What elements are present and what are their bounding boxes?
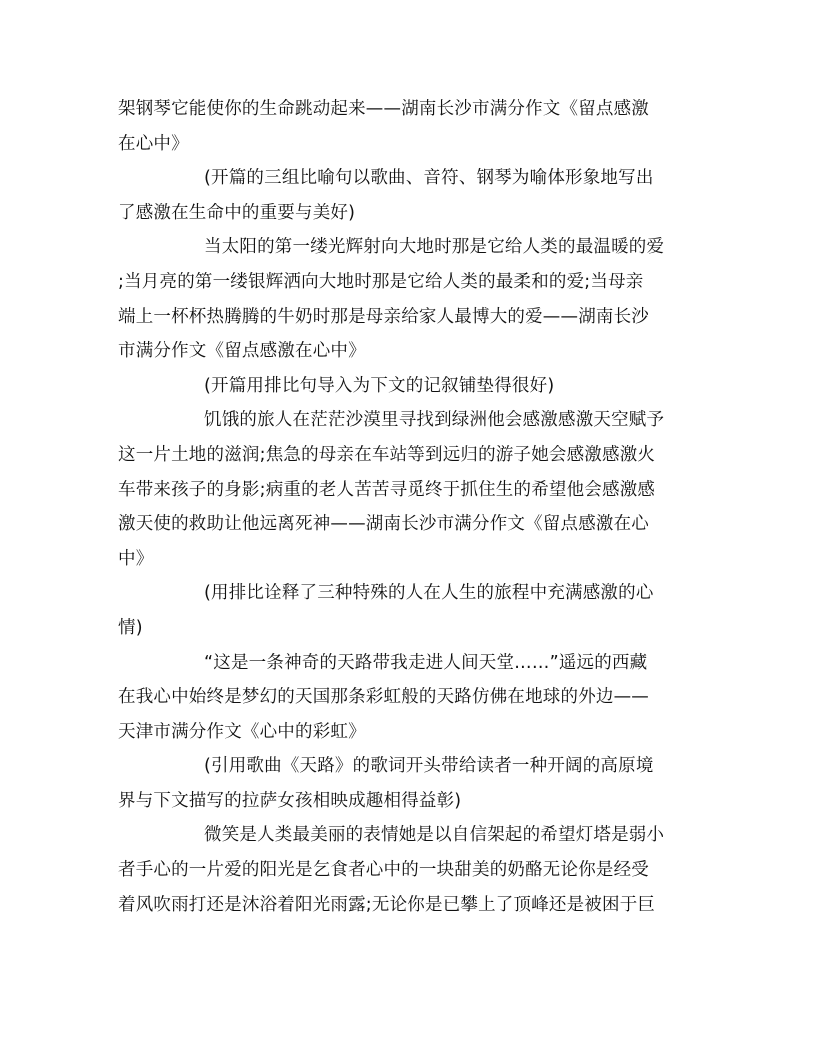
text-line: ;当月亮的第一缕银辉洒向大地时那是它给人类的最柔和的爱;当母亲 — [118, 271, 644, 292]
text-line: 在我心中始终是梦幻的天国那条彩虹般的天路仿佛在地球的外边—— — [118, 687, 649, 708]
text-line: (开篇用排比句导入为下文的记叙铺垫得很好) — [204, 375, 555, 396]
text-line: 这一片土地的滋润;焦急的母亲在车站等到远归的游子她会感激感激火 — [118, 444, 656, 465]
text-line: 微笑是人类最美丽的表情她是以自信架起的希望灯塔是弱小 — [204, 825, 665, 846]
text-line: 天津市满分作文《心中的彩虹》 — [118, 721, 366, 742]
text-line: 当太阳的第一缕光辉射向大地时那是它给人类的最温暖的爱 — [204, 237, 665, 258]
text-line: 激天使的救助让他远离死神——湖南长沙市满分作文《留点感激在心 — [118, 514, 649, 535]
text-line: 市满分作文《留点感激在心中》 — [118, 341, 366, 362]
body-text — [118, 92, 704, 922]
text-line: 中》 — [118, 548, 154, 569]
text-line: 者手心的一片爱的阳光是乞食者心中的一块甜美的奶酪无论你是经受 — [118, 860, 649, 881]
text-line: 端上一杯杯热腾腾的牛奶时那是母亲给家人最博大的爱——湖南长沙 — [118, 306, 649, 327]
text-line: 饥饿的旅人在茫茫沙漠里寻找到绿洲他会感激感激天空赋予 — [204, 410, 665, 431]
text-line: 在心中》 — [118, 133, 189, 154]
text-line: (引用歌曲《天路》的歌词开头带给读者一种开阔的高原境 — [204, 756, 654, 777]
text-line: 架钢琴它能使你的生命跳动起来——湖南长沙市满分作文《留点感激 — [118, 99, 649, 119]
text-line: 着风吹雨打还是沐浴着阳光雨露;无论你是已攀上了顶峰还是被困于巨 — [118, 894, 656, 915]
text-line: “这是一条神奇的天路带我走进人间天堂……”遥远的西藏 — [204, 652, 648, 673]
text-line: (用排比诠释了三种特殊的人在人生的旅程中充满感激的心 — [204, 583, 654, 604]
text-line: (开篇的三组比喻句以歌曲、音符、钢琴为喻体形象地写出 — [204, 168, 654, 189]
text-line: 界与下文描写的拉萨女孩相映成趣相得益彰) — [118, 790, 462, 811]
text-line: 了感激在生命中的重要与美好) — [118, 202, 356, 223]
text-line: 情) — [118, 617, 143, 638]
text-line: 车带来孩子的身影;病重的老人苦苦寻觅终于抓住生的希望他会感激感 — [118, 479, 656, 500]
